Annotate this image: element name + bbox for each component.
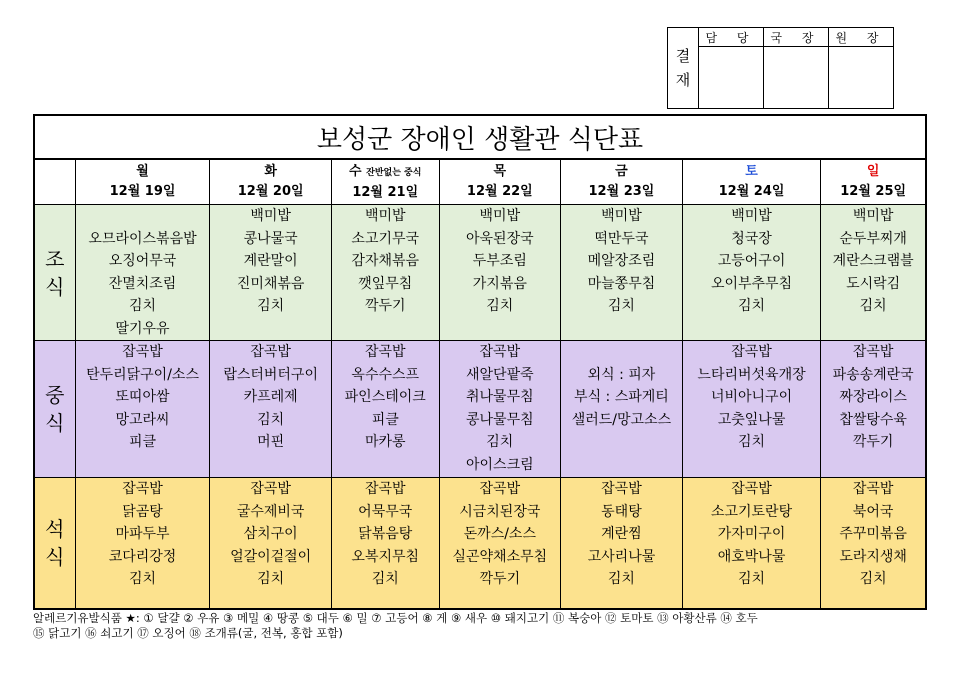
day-name: 수 — [349, 163, 362, 179]
allergy-line-2: ⑮ 닭고기 ⑯ 쇠고기 ⑰ 오징어 ⑱ 조개류(굴, 전복, 홍합 포함) — [33, 626, 343, 640]
day-date: 12월 20일 — [237, 184, 304, 199]
meal-label-text: 조식 — [45, 246, 65, 299]
menu-item: 김치 — [738, 298, 766, 314]
menu-item: 청국장 — [731, 230, 772, 247]
menu-item: 김치 — [859, 571, 887, 587]
menu-item: 망고라씨 — [115, 411, 170, 428]
menu-item: 오징어무국 — [108, 253, 177, 269]
day-header-wed — [331, 159, 439, 205]
menu-item: 실곤약채소무침 — [452, 548, 548, 565]
menu-item: 파송송계란국 — [832, 366, 914, 383]
allergy-line-1: 알레르기유발식품 ★: ① 달걀 ② 우유 ③ 메밀 ④ 땅콩 ⑤ 대두 ⑥ 밀 ⑦ 고등어 ⑧ 게 ⑨ 새우 ⑩ 돼지고기 ⑪ 복숭아 ⑫ 토마토 ⑬ 아황산류 ⑭ 호두 — [33, 611, 758, 625]
menu-item: 시금치된장국 — [459, 503, 541, 520]
menu-item: 부식 : 스파게티 — [574, 389, 669, 405]
menu-item: 김치 — [486, 434, 514, 450]
menu-item: 김치 — [859, 298, 887, 314]
menu-item: 어묵무국 — [358, 503, 413, 520]
menu-item: 굴수제비국 — [236, 503, 305, 520]
menu-item: 김치 — [607, 571, 635, 587]
menu-item: 도시락김 — [846, 275, 901, 292]
menu-item: 두부조림 — [472, 253, 527, 269]
menu-item: 잡곡밥 — [364, 344, 406, 360]
menu-item: 김치 — [128, 298, 157, 314]
menu-cell-thu — [439, 341, 561, 478]
menu-item: 잡곡밥 — [852, 481, 894, 497]
day-header-row — [34, 159, 926, 205]
menu-cell-thu — [439, 205, 561, 341]
menu-item: 카프레제 — [243, 389, 298, 405]
menu-item: 잡곡밥 — [852, 344, 894, 360]
menu-item: 김치 — [486, 298, 514, 314]
menu-cell-sun — [821, 478, 926, 610]
menu-item: 잡곡밥 — [122, 481, 163, 497]
meal-label — [34, 341, 75, 478]
menu-item: 잡곡밥 — [364, 481, 406, 497]
menu-item: 감자채볶음 — [351, 253, 420, 269]
day-header-fri — [561, 159, 683, 205]
meal-label — [34, 478, 75, 610]
menu-cell-sat — [682, 341, 821, 478]
menu-cell-mon — [75, 341, 210, 478]
menu-item: 오복지무침 — [351, 548, 420, 565]
menu-item: 잡곡밥 — [250, 481, 291, 497]
menu-cell-fri — [561, 341, 683, 478]
menu-item: 아이스크림 — [466, 456, 534, 473]
menu-item: 떡만두국 — [594, 230, 649, 247]
approval-sign-director[interactable] — [764, 47, 829, 109]
menu-item: 잡곡밥 — [731, 481, 772, 497]
menu-item: 계란찜 — [601, 526, 642, 542]
menu-item: 깍두기 — [479, 571, 521, 587]
menu-item: 잡곡밥 — [731, 344, 772, 360]
day-note: 잔반없는 중식 — [366, 167, 422, 178]
day-name: 토 — [745, 164, 758, 179]
approval-sign-head[interactable] — [829, 47, 894, 109]
menu-cell-thu — [439, 478, 561, 610]
menu-cell-fri — [561, 478, 683, 610]
meal-label — [34, 205, 75, 341]
approval-header-director: 국 장 — [764, 28, 829, 47]
menu-cell-tue — [210, 341, 332, 478]
menu-item: 백미밥 — [479, 208, 521, 224]
day-header-thu — [439, 159, 561, 205]
menu-cell-sun — [821, 341, 926, 478]
menu-item: 콩나물무침 — [466, 411, 534, 428]
day-date: 12월 19일 — [109, 184, 176, 199]
corner-cell — [34, 159, 75, 205]
menu-item: 백미밥 — [364, 208, 406, 224]
menu-item: 북어국 — [852, 503, 894, 520]
menu-item: 너비아니구이 — [710, 389, 793, 405]
approval-header-manager: 담 당 — [699, 28, 764, 47]
allergy-notice — [33, 611, 933, 641]
day-header-tue — [210, 159, 332, 205]
menu-item: 딸기우유 — [115, 320, 170, 337]
menu-item: 도라지생채 — [839, 548, 907, 565]
menu-item: 백미밥 — [731, 208, 772, 224]
menu-item: 피클 — [371, 411, 399, 428]
menu-item: 계란말이 — [243, 253, 298, 269]
menu-item: 애호박나물 — [717, 548, 786, 565]
menu-cell-tue — [210, 205, 332, 341]
menu-item: 닭볶음탕 — [358, 526, 413, 542]
menu-item: 찹쌀탕수육 — [839, 411, 907, 428]
menu-item: 콩나물국 — [243, 230, 298, 247]
menu-item: 옥수수스프 — [351, 366, 420, 383]
menu-item: 김치 — [257, 571, 285, 587]
meal-label-text: 석식 — [45, 517, 65, 569]
approval-header-head: 원 장 — [829, 28, 894, 47]
menu-item: 김치 — [128, 571, 157, 587]
menu-item: 깍두기 — [852, 434, 894, 450]
menu-item: 백미밥 — [601, 208, 642, 224]
day-date: 12월 24일 — [718, 184, 785, 199]
day-date: 12월 21일 — [352, 184, 419, 200]
day-name: 화 — [264, 164, 277, 179]
menu-cell-sun — [821, 205, 926, 341]
menu-cell-fri — [561, 205, 683, 341]
menu-item: 닭곰탕 — [122, 503, 163, 520]
menu-cell-tue — [210, 478, 332, 610]
menu-item: 진미채볶음 — [236, 275, 305, 292]
menu-item: 계란스크램블 — [832, 253, 914, 269]
menu-item: 파인스테이크 — [344, 389, 426, 405]
day-header-mon — [75, 159, 210, 205]
menu-cell-mon — [75, 478, 210, 610]
menu-item: 마늘쫑무침 — [587, 275, 656, 292]
menu-item: 잡곡밥 — [479, 481, 521, 497]
menu-item: 또띠아쌈 — [115, 389, 170, 405]
menu-cell-wed — [331, 341, 439, 478]
menu-item: 잡곡밥 — [250, 344, 291, 360]
menu-item: 새알단팥죽 — [466, 366, 534, 383]
menu-item: 깻잎무침 — [358, 275, 413, 292]
menu-item: 김치 — [257, 411, 285, 428]
menu-item: 동태탕 — [601, 503, 642, 520]
lunch-row — [34, 341, 926, 478]
menu-item: 취나물무침 — [466, 389, 534, 405]
menu-item: 메알장조림 — [587, 253, 656, 269]
menu-item: 짜장라이스 — [839, 389, 907, 405]
menu-item: 오이부추무침 — [710, 275, 793, 292]
menu-item: 느타리버섯육개장 — [697, 366, 806, 383]
menu-cell-sat — [682, 478, 821, 610]
menu-item — [561, 341, 682, 364]
day-name: 목 — [493, 164, 507, 179]
approval-box — [667, 27, 894, 109]
dinner-row — [34, 478, 926, 610]
menu-item — [76, 205, 210, 228]
menu-item: 피클 — [128, 434, 157, 450]
menu-item: 김치 — [738, 571, 766, 587]
menu-item: 아욱된장국 — [466, 230, 534, 247]
menu-item: 김치 — [607, 298, 635, 314]
breakfast-row — [34, 205, 926, 341]
menu-cell-wed — [331, 205, 439, 341]
menu-item: 샐러드/망고소스 — [571, 411, 672, 428]
day-date: 12월 25일 — [840, 184, 907, 199]
menu-item: 탄두리닭구이/소스 — [86, 366, 199, 383]
menu-item: 가지볶음 — [472, 275, 527, 292]
menu-item: 김치 — [371, 571, 399, 587]
menu-item: 잡곡밥 — [601, 481, 642, 497]
menu-item: 코다리강정 — [108, 548, 177, 565]
page-title: 보성군 장애인 생활관 식단표 — [34, 115, 926, 159]
menu-item: 김치 — [257, 298, 285, 314]
menu-item: 잡곡밥 — [479, 344, 521, 360]
approval-sign-manager[interactable] — [699, 47, 764, 109]
day-header-sun — [821, 159, 926, 205]
day-header-sat — [682, 159, 821, 205]
menu-item: 깍두기 — [364, 298, 406, 314]
menu-item: 백미밥 — [250, 208, 291, 224]
menu-item: 소고기토란탕 — [710, 503, 793, 520]
day-name: 월 — [136, 164, 149, 179]
menu-item: 머핀 — [257, 434, 285, 450]
menu-item: 백미밥 — [852, 208, 894, 224]
day-name: 금 — [615, 164, 628, 179]
menu-cell-mon — [75, 205, 210, 341]
day-date: 12월 22일 — [466, 184, 533, 199]
menu-item: 고등어구이 — [717, 253, 786, 269]
menu-item: 가자미구이 — [717, 526, 786, 542]
day-date: 12월 23일 — [588, 184, 655, 199]
approval-side-text: 결재 — [675, 47, 691, 89]
menu-cell-sat — [682, 205, 821, 341]
menu-item: 얼갈이겉절이 — [230, 548, 312, 565]
menu-item: 고춧잎나물 — [717, 411, 786, 428]
menu-item: 삼치구이 — [243, 526, 298, 542]
menu-item: 잡곡밥 — [122, 344, 163, 360]
approval-side-label — [668, 28, 699, 109]
menu-item: 주꾸미볶음 — [839, 526, 907, 542]
day-name: 일 — [866, 164, 880, 179]
meal-label-text: 중식 — [45, 383, 65, 435]
menu-item: 마파두부 — [115, 526, 170, 542]
menu-item: 오므라이스볶음밥 — [88, 230, 197, 247]
menu-item: 순두부찌개 — [839, 230, 907, 247]
menu-item: 돈까스/소스 — [463, 526, 536, 542]
menu-item: 소고기무국 — [351, 230, 420, 247]
menu-item: 랍스터버터구이 — [223, 366, 318, 383]
menu-item: 외식 : 피자 — [587, 366, 656, 383]
menu-item: 마카롱 — [364, 434, 406, 450]
menu-cell-wed — [331, 478, 439, 610]
menu-table — [33, 114, 927, 610]
menu-item: 잔멸치조림 — [108, 275, 177, 292]
menu-item: 김치 — [738, 434, 766, 450]
menu-item: 고사리나물 — [587, 548, 656, 565]
